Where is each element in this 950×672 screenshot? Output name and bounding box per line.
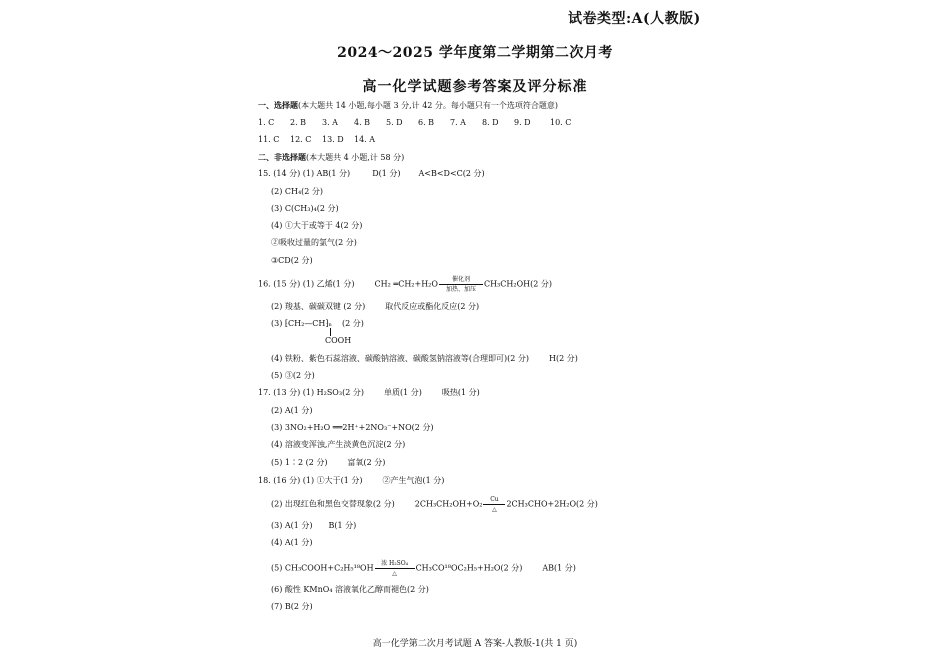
answer-item: 9. D (514, 118, 531, 127)
q15-line-1 (258, 169, 485, 179)
q18-line-5 (271, 560, 576, 577)
answer-item: 5. D (386, 118, 403, 127)
q17-line-2: (2) A(1 分) (271, 406, 313, 415)
q18-line-4: (4) A(1 分) (271, 538, 313, 547)
q15-line-3: (3) C(CH₃)₄(2 分) (271, 204, 339, 213)
q16-part4: (4) 铁粉、紫色石蕊溶液、碳酸钠溶液、碳酸氢钠溶液等(合理即可)(2 分) (271, 354, 529, 363)
q17-part1-c: 吸热(1 分) (441, 388, 480, 397)
q16-line-4 (271, 354, 578, 364)
q18-line-6: (6) 酸性 KMnO₄ 溶液氧化乙醇而褪色(2 分) (271, 585, 429, 594)
q18-eq-left: 2CH₃CH₂OH+O₂ (414, 499, 483, 509)
q18-part3-b: B(1 分) (328, 521, 357, 530)
q17-part1-b: 单质(1 分) (383, 388, 422, 397)
q18-part2: (2) 出现红色和黑色交替现象(2 分) (271, 499, 395, 509)
q18-line-7: (7) B(2 分) (271, 602, 313, 611)
paper-type-label: 试卷类型:A(人教版) (568, 11, 701, 27)
q18-line-2 (271, 496, 598, 513)
q18-part1-b: ②产生气泡(1 分) (382, 476, 445, 485)
q18-eq5-right: CH₃CO¹⁸OC₂H₅+H₂O(2 分) (415, 563, 523, 573)
q16-polymer: (3) ⁅CH₂—CH⁆ₙ (271, 319, 332, 328)
q18-part5-b: AB(1 分) (542, 563, 576, 573)
answer-item: 4. B (354, 118, 371, 127)
reaction-arrow (439, 276, 483, 293)
q16-line-3 (271, 319, 364, 329)
page-title: 高一化学试题参考答案及评分标准 (362, 79, 588, 95)
q18-line-3 (271, 521, 356, 531)
q17-part5: (5) 1∶2 (2 分) (271, 458, 328, 467)
reaction-condition-top: Cu (490, 496, 499, 503)
answers-row-2 (258, 135, 386, 145)
q17-part1: 17. (13 分) (1) H₂SO₃(2 分) (258, 388, 364, 397)
section1-heading: 一、选择题 (258, 100, 298, 110)
answer-item: 6. B (418, 118, 435, 127)
q16-part3-score: (2 分) (341, 319, 364, 328)
answer-item: 14. A (354, 135, 376, 144)
q15-line-6: ③CD(2 分) (271, 256, 313, 265)
q16-line-5: (5) ③(2 分) (271, 371, 315, 380)
exam-year-title: 2024～2025 学年度第二学期第二次月考 (337, 45, 613, 61)
q15-line-5: ②吸收过量的氯气(2 分) (271, 238, 357, 247)
q15-line-4: (4) ①大于或等于 4(2 分) (271, 221, 363, 230)
q18-line-1 (258, 476, 444, 486)
reaction-condition-bottom: △ (392, 570, 397, 577)
q16-polymer-sidechain: COOH (325, 336, 352, 345)
q17-line-3: (3) 3NO₂+H₂O ══2H⁺+2NO₃⁻+NO(2 分) (271, 423, 434, 432)
q15-part1: 15. (14 分) (1) AB(1 分) (258, 169, 351, 178)
answer-item: 2. B (290, 118, 307, 127)
reaction-condition-top: 催化剂 (451, 276, 470, 283)
q15-part1-b: D(1 分) (372, 169, 401, 178)
section2-desc: (本大题共 4 小题,计 58 分) (306, 153, 405, 162)
q16-part4-b: H(2 分) (549, 354, 578, 363)
q18-part1: 18. (16 分) (1) ①大于(1 分) (258, 476, 363, 485)
answer-item: 3. A (322, 118, 338, 127)
q16-eq-left: CH₂ ═CH₂+H₂O (374, 279, 438, 289)
answer-item: 1. C (258, 118, 275, 127)
section1-desc: (本大题共 14 小题,每小题 3 分,计 42 分。每小题只有一个选项符合题意) (298, 101, 559, 110)
q16-eq-right: CH₃CH₂OH(2 分) (483, 279, 552, 289)
answer-item: 10. C (550, 118, 572, 127)
q16-line-1 (258, 276, 552, 293)
q16-part1: 16. (15 分) (1) 乙烯(1 分) (258, 279, 355, 289)
q15-line-2: (2) CH₄(2 分) (271, 187, 324, 196)
polymer-bond-line (330, 328, 331, 336)
answer-item: 13. D (322, 135, 344, 144)
q17-part5-b: 富氧(2 分) (347, 458, 386, 467)
reaction-arrow (375, 560, 415, 577)
answer-item: 7. A (450, 118, 466, 127)
q18-eq-right: 2CH₃CHO+2H₂O(2 分) (506, 499, 598, 509)
reaction-condition-bottom: 加热、加压 (445, 286, 476, 293)
reaction-arrow (483, 496, 505, 513)
reaction-condition-bottom: △ (492, 506, 497, 513)
section2-heading-line (258, 152, 404, 163)
q17-line-1 (258, 388, 480, 398)
page-footer: 高一化学第二次月考试题 A 答案-人教版-1(共 1 页) (372, 639, 578, 649)
q17-line-5 (271, 458, 385, 468)
q18-eq5-left: (5) CH₃COOH+C₂H₅¹⁸OH (271, 563, 374, 573)
q15-part1-c: A<B<D<C(2 分) (418, 169, 485, 178)
section2-heading: 二、非选择题 (258, 152, 306, 162)
answers-row-1 (258, 118, 586, 128)
section1-heading-line (258, 100, 558, 111)
q16-line-2 (271, 302, 479, 312)
answer-item: 8. D (482, 118, 499, 127)
q16-part2-b: 取代反应或酯化反应(2 分) (385, 302, 480, 311)
answer-item: 12. C (290, 135, 312, 144)
answer-item: 11. C (258, 135, 280, 144)
q17-line-4: (4) 溶液变浑浊,产生淡黄色沉淀(2 分) (271, 440, 406, 449)
reaction-condition-top: 浓 H₂SO₄ (381, 560, 409, 567)
q16-part2: (2) 羧基、碳碳双键 (2 分) (271, 302, 366, 311)
q18-part3: (3) A(1 分) (271, 521, 313, 530)
